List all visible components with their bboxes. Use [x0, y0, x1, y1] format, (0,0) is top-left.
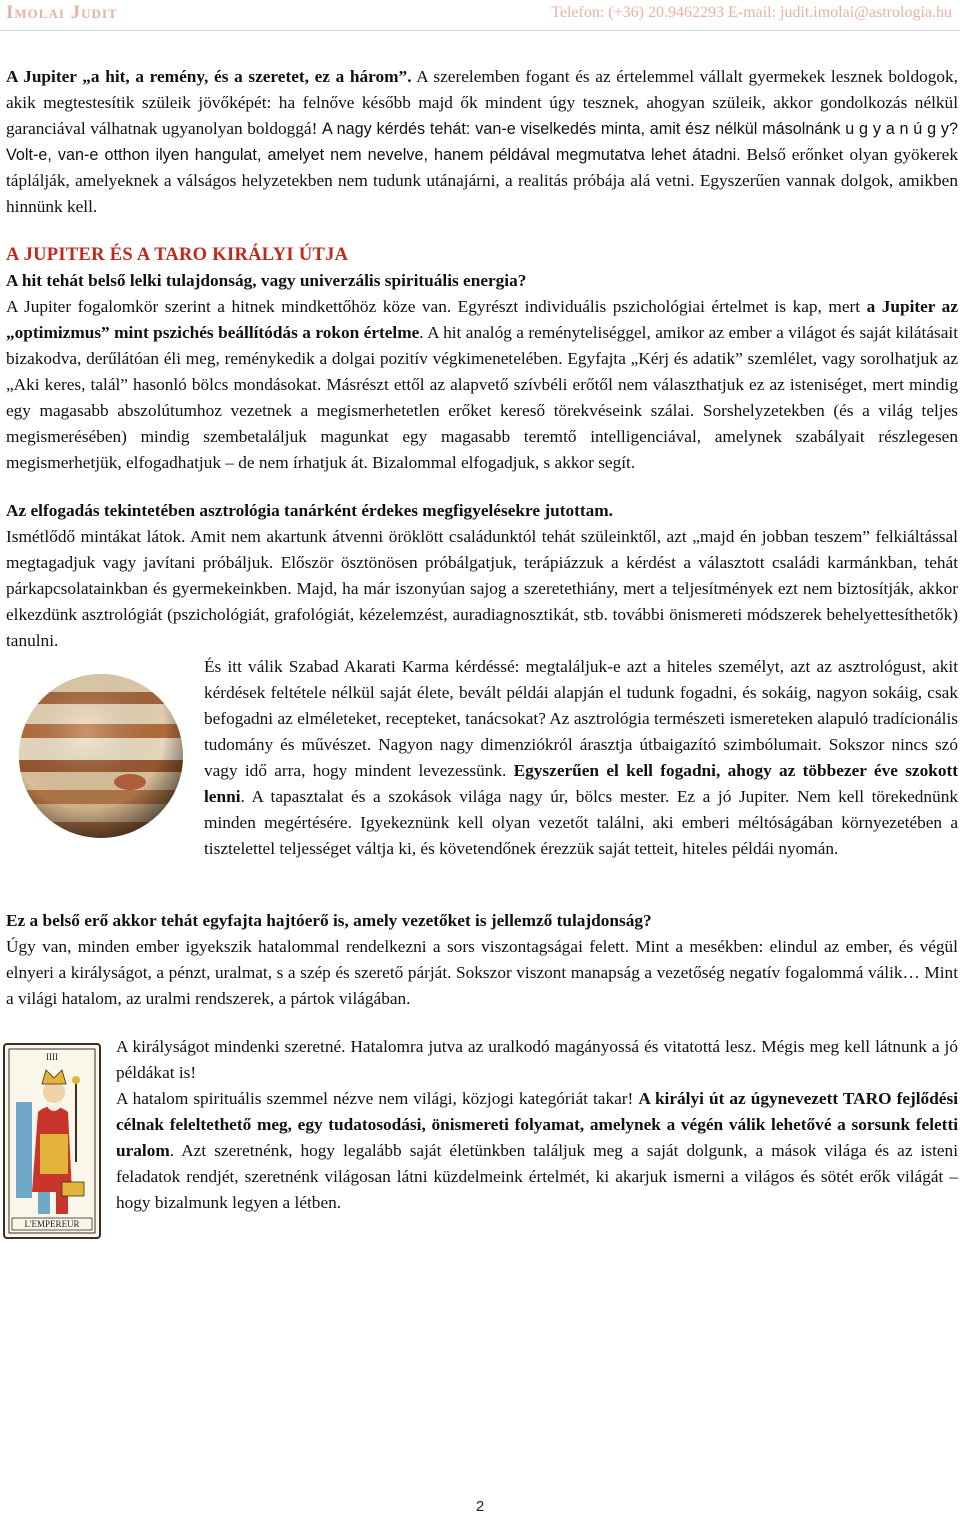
intro-sans-text: A nagy kérdés tehát: van-e viselkedés minta, amit ész nélkül másolnánk u g y a n ú g y? Volt-e, van-e otthon ilyen hangulat, amelyet nem nevelve, hanem példával megmutatva lehet átadni.: [6, 120, 958, 164]
intro-text: A szerelemben fogant és az értelemmel vállalt gyermekek lesznek boldogok, akik megtestesítik szüleik jövőképét: ha felnőve később majd ők mindent úgy tesznek, ahogyan szüleik, akkor gondolkozás nélkül garanciával válhatnak ugyanolyan boldoggá!: [6, 67, 958, 138]
question-text: Az elfogadás tekintetében asztrológia tanárként érdekes megfigyelésekre jutottam.: [6, 501, 613, 520]
spacer: [6, 476, 958, 498]
section2-paragraph1: Ismétlődő mintákat látok. Amit nem akartunk átvenni öröklött családunktól tehát szüleinktől, azt „majd én jobban teszem” felkiáltással megtagadjuk vagy javítani próbáljuk. Először ösztönösen próbálgatjuk, terápiázzuk a kérdést a választott családi karmánkban, tehát párkapcsolatainkban és gyermekeinkben. Majd, ha már iszonyúan sajog a szeretethiány, mert a teljesítmények ezt nem biztosítják, akkor elkezdünk asztrológiát (pszichológiát, grafológiát, kézelemzést, auradiagnosztikát, stb. további önismereti módszerek behelyettesíthetők) tanulni.: [6, 527, 958, 650]
paragraph-text: A hatalom spirituális szemmel nézve nem világi, közjogi kategóriát takar!: [116, 1089, 639, 1108]
section3-paragraph2: A királyságot mindenki szeretné. Hatalomra jutva az uralkodó magányossá és vitatottá lesz. Mégis meg kell látnunk a jó példákat is!: [116, 1037, 958, 1082]
page-header: [0, 0, 960, 31]
section1-question: [6, 268, 958, 294]
section1-paragraph: [6, 294, 958, 476]
brand-name: Imolai Judit: [6, 2, 118, 23]
paragraph-bold: A királyi út az úgynevezett TARO fejlődési célnak feleltethető meg, egy tudatosodási, önismereti folyamat, amelynek a végén válik lehetővé a sorsunk feletti uralom: [116, 1089, 959, 1160]
section-heading: A JUPITER ÉS A TARO KIRÁLYI ÚTJA: [6, 245, 349, 265]
intro-paragraph: [6, 64, 958, 220]
section3-question: [6, 908, 958, 934]
question-text: Ez a belső erő akkor tehát egyfajta hajtóerő is, amely vezetőket is jellemző tulajdonság?: [6, 911, 652, 930]
section2-question: [6, 498, 958, 524]
card-caption: L'EMPEREUR: [24, 1219, 80, 1229]
spacer: [6, 862, 958, 908]
paragraph-text: . Azt szeretnénk, hogy legalább saját életünkben találjuk meg a saját dolgunk, a mások világa és az isteni feladatok rendjét, szeretnénk világosan látni küzdelmeink értelmét, ki akarjuk ismerni a világos és sötét erők világát – hogy bizalmunk legyen a létben.: [116, 1141, 958, 1212]
intro-bold-lead: A Jupiter „a hit, a remény, és a szeretet, ez a három”.: [6, 67, 412, 86]
emperor-card-icon: [2, 1042, 102, 1240]
intro-text-end: Belső erőnket olyan gyökerek táplálják, amelyeknek a válságos helyzetekben nem tudunk utánajárni, a realitás próbája alá vetni. Egyszerűen vannak dolgok, amikben hinnünk kell.: [6, 145, 958, 216]
jupiter-planet-image: [12, 664, 190, 842]
card-number: IIII: [46, 1052, 58, 1062]
jupiter-icon: [12, 664, 190, 842]
question-text: A hit tehát belső lelki tulajdonság, vagy univerzális spirituális energia?: [6, 271, 527, 290]
document-body: [6, 64, 958, 1244]
tarot-card-emperor: [2, 1042, 102, 1240]
paragraph-text: . A hit analóg a reményteliséggel, amikor az ember a világot és saját kilátásait bizakodva, derűlátóan éli meg, reménykedik a dolgai pozitív végkimenetelében. Egyfajta „Kérj és adatik” szemlélet, vagy sorolhatjuk az „Aki keres, talál” hasonló bölcs mondásokat. Másrészt ettől az alapvető szívbéli erőtől nem választhatjuk ez az isteniséget, mert mindig egy magasabb abszolútumhoz vezetnek a megismerhetetlen erőket kereső törekvéseink szálai. Sorshelyzetekben (és a világ teljes megismerésében) mindig szembetaláljuk magunkat egy magasabb teremtő intelligenciával, amelynek szabályait részlegesen megismerhetjük, elfogadhatjuk – de nem írhatjuk át. Bizalommal elfogadjuk, s akkor segít.: [6, 323, 958, 472]
paragraph-text: És itt válik Szabad Akarati Karma kérdéssé: megtaláljuk-e azt a hiteles személyt, azt az asztrológust, akit kérdések feltétele nélkül saját élete, bevált példái alapján el tudunk fogadni, és sokáig, nagyon sokáig, csak befogadni az elméleteket, recepteket, tanácsokat? Az asztrológia természeti ismereteken alapuló tradícionális tudomány és művészet. Nagyon nagy dimenziókról árasztja útbaigazító szimbólumait. Sokszor nincs szó vagy idő arra, hogy mindent levezessünk.: [204, 657, 958, 780]
paragraph-text: A Jupiter fogalomkör szerint a hitnek mindkettőhöz köze van. Egyrészt individuális pszichológiai értelmet is kap, mert: [6, 297, 867, 316]
spacer: [6, 1012, 958, 1034]
section3-paragraph3: [6, 1086, 958, 1216]
section3-paragraph1: Úgy van, minden ember igyekszik hatalommal rendelkezni a sors viszontagságai felett. Mint a mesékben: elindul az ember, és végül elnyeri a királyságot, a pénzt, uralmat, s a szép és szerető párját. Sokszor viszont manapság a vezetőség negatív fogalommá válik… Mint a világi hatalom, az uralmi rendszerek, a pártok világában.: [6, 937, 958, 1008]
paragraph-text: . A tapasztalat és a szokások világa nagy úr, bölcs mester. Ez a jó Jupiter. Nem kell törekednünk minden megértésére. Igyekeznünk kell olyan vezetőt találni, aki emberi méltóságában környezetében a tisztelettel teljességet váltja ki, és követendőnek érezzük saját tetteit, hiteles példái nyomán.: [204, 787, 958, 858]
contact-info: Telefon: (+36) 20.9462293 E-mail: judit.imolai@astrologia.hu: [551, 4, 952, 21]
page-number: 2: [475, 1498, 485, 1515]
paragraph-bold: a Jupiter az „optimizmus” mint pszichés beállítódás a rokon értelme: [6, 297, 958, 342]
paragraph-bold: Egyszerűen el kell fogadni, ahogy az többezer éve szokott lenni: [204, 761, 958, 806]
